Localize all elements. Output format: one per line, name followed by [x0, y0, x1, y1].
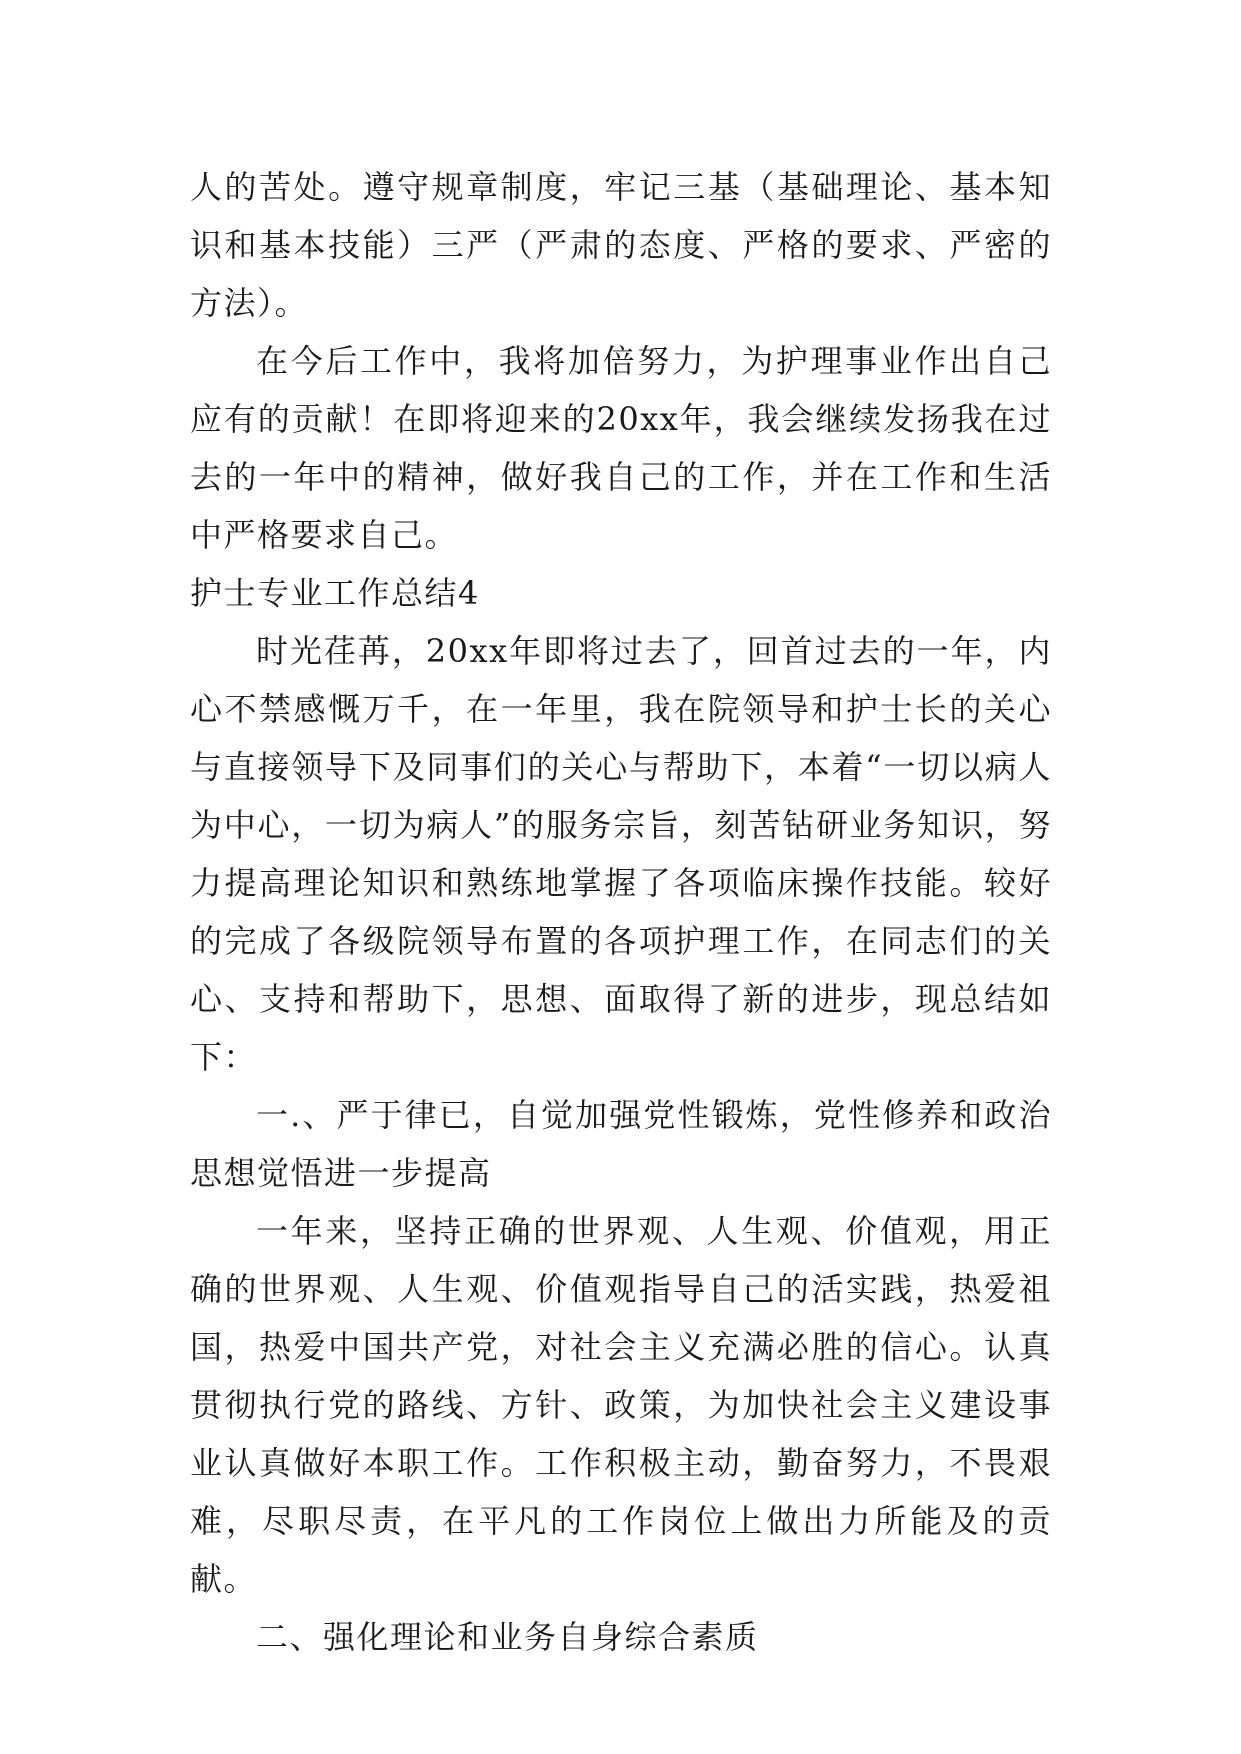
paragraph: 一年来，坚持正确的世界观、人生观、价值观，用正确的世界观、人生观、价值观指导自己的活实践，热爱祖国，热爱中国共产党，对社会主义充满必胜的信心。认真贯彻执行党的路线、方针、政策，为加快社会主义建设事业认真做好本职工作。工作积极主动，勤奋努力，不畏艰难，尽职尽责，在平凡的工作岗位上做出力所能及的贡献。 [190, 1212, 1052, 1598]
paragraph: 在今后工作中，我将加倍努力，为护理事业作出自己应有的贡献！在即将迎来的20xx年，我会继续发扬我在过去的一年中的精神，做好我自己的工作，并在工作和生活中严格要求自己。 [190, 342, 1052, 554]
subsection-heading: 二、强化理论和业务自身综合素质 [256, 1618, 759, 1656]
document-body [190, 158, 1052, 1666]
paragraph-continued: 人的苦处。遵守规章制度，牢记三基（基础理论、基本知识和基本技能）三严（严肃的态度、严格的要求、严密的方法）。 [190, 168, 1052, 322]
paragraph: 时光荏苒，20xx年即将过去了，回首过去的一年，内心不禁感慨万千，在一年里，我在院领导和护士长的关心与直接领导下及同事们的关心与帮助下，本着“一切以病人为中心，一切为病人”的服务宗旨，刻苦钻研业务知识，努力提高理论知识和熟练地掌握了各项临床操作技能。较好的完成了各级院领导布置的各项护理工作，在同志们的关心、支持和帮助下，思想、面取得了新的进步，现总结如下： [190, 632, 1052, 1076]
section-heading: 护士专业工作总结4 [190, 574, 480, 612]
subsection-heading: 一.、严于律已，自觉加强党性锻炼，党性修养和政治思想觉悟进一步提高 [190, 1096, 1052, 1192]
